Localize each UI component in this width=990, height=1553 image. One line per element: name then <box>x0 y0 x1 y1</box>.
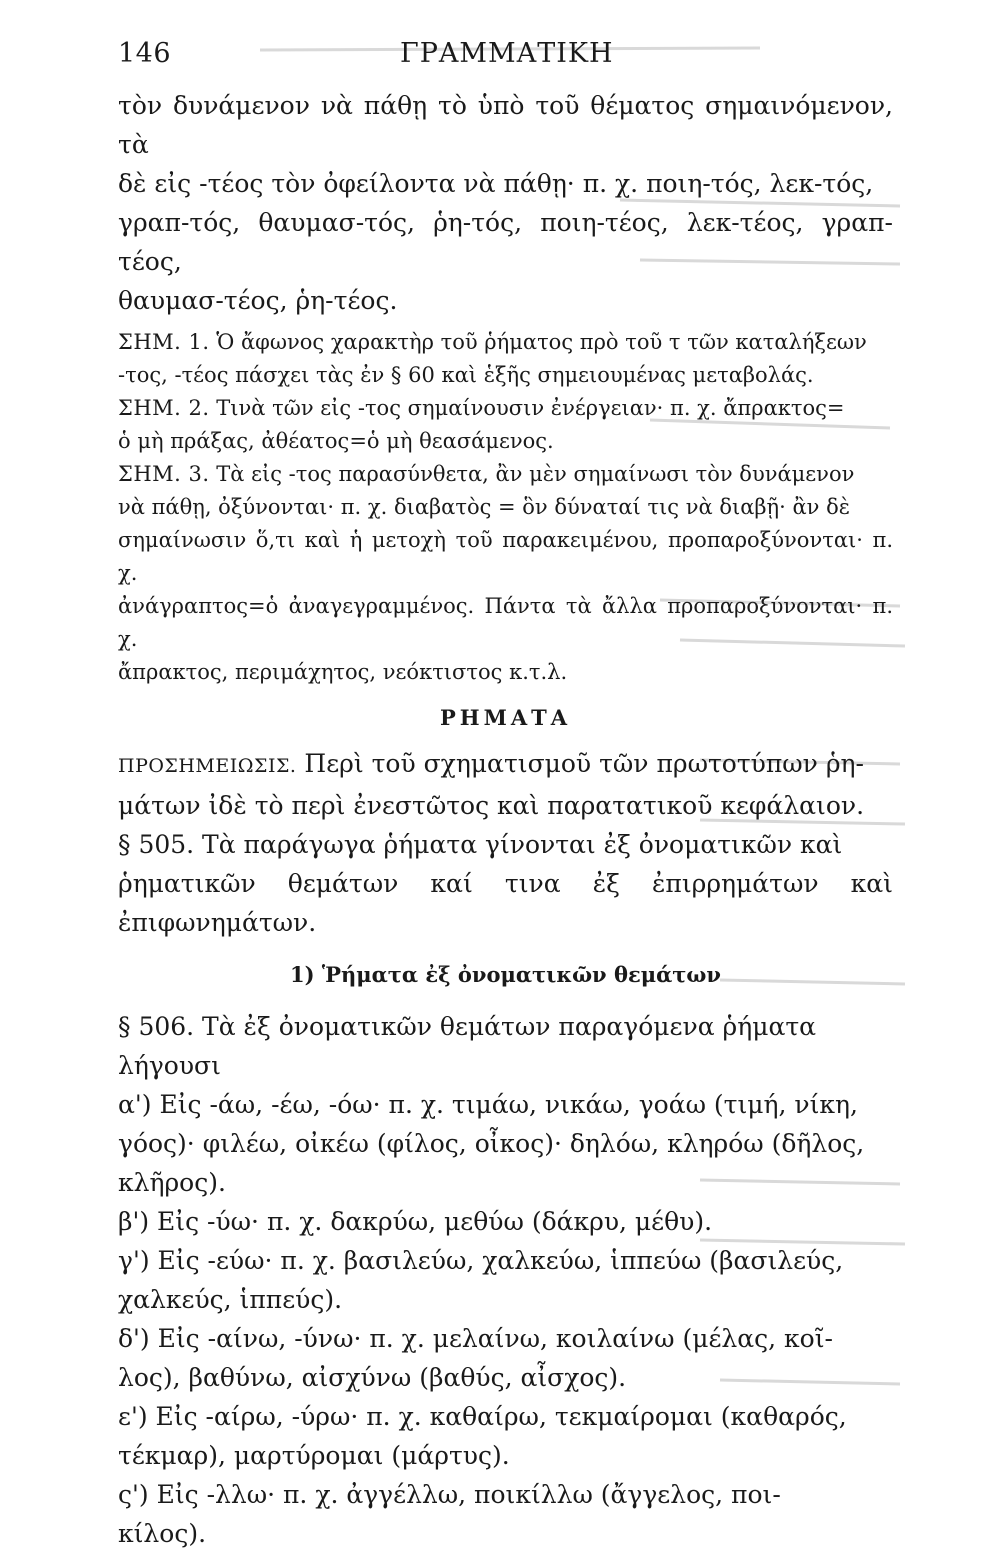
page-number: 146 <box>118 38 172 69</box>
text-line: α') Εἰς -άω, -έω, -όω· π. χ. τιμάω, νικάω, γοάω (τιμή, νίκη, <box>118 1090 858 1119</box>
note-text: Τὰ εἰς -τος παρασύνθετα, ἂν μὲν σημαίνωσι τὸν δυνάμενον <box>216 462 855 486</box>
running-title: ΓΡΑΜΜΑΤΙΚΗ <box>400 38 614 69</box>
note-label: ΣΗΜ. 3. <box>118 462 210 486</box>
text-line: δ') Εἰς -αίνω, -ύνω· π. χ. μελαίνω, κοιλαίνω (μέλας, κοῖ- <box>118 1324 833 1353</box>
subheading: 1) Ῥήματα ἐξ ὀνοματικῶν θεμάτων <box>290 962 721 987</box>
note-2 <box>118 392 893 458</box>
paragraph-505 <box>118 825 893 942</box>
paragraph-506 <box>118 1007 893 1085</box>
item-epsilon <box>118 1397 893 1475</box>
text-line: ς') Εἰς -λλω· π. χ. ἀγγέλλω, ποικίλλω (ἄγγελος, ποι- <box>118 1480 781 1509</box>
text-line: κλῆρος). <box>118 1168 226 1197</box>
text-line: β') Εἰς -ύω· π. χ. δακρύω, μεθύω (δάκρυ, μέθυ). <box>118 1207 713 1236</box>
body-text <box>118 86 893 1553</box>
note-3 <box>118 458 893 689</box>
note-line <box>118 458 893 491</box>
note-line <box>118 326 893 359</box>
section-heading: ΡΗΜΑΤΑ <box>439 705 572 730</box>
text-line: τὸν δυνάμενον νὰ πάθῃ τὸ ὑπὸ τοῦ θέματος σημαινόμενον, τὰ <box>118 91 893 159</box>
text-line: γόος)· φιλέω, οἰκέω (φίλος, οἶκος)· δηλόω, κληρόω (δῆλος, <box>118 1129 865 1158</box>
page-header <box>118 38 878 78</box>
text-line: § 505. Τὰ παράγωγα ῥήματα γίνονται ἐξ ὀνοματικῶν καὶ <box>118 830 843 859</box>
text-line: θαυμασ-τέος, ῥη-τέος. <box>118 286 398 315</box>
item-gamma <box>118 1241 893 1319</box>
text-line: κίλος). <box>118 1519 207 1548</box>
item-delta <box>118 1319 893 1397</box>
prosimeiosis-paragraph <box>118 744 893 825</box>
note-line: ἄπρακτος, περιμάχητος, νεόκτιστος κ.τ.λ. <box>118 660 568 684</box>
note-line: ἀνάγραπτος=ὁ ἀναγεγραμμένος. Πάντα τὰ ἄλλα προπαροξύνονται· π. χ. <box>118 594 893 651</box>
text-line: ε') Εἰς -αίρω, -ύρω· π. χ. καθαίρω, τεκμαίρομαι (καθαρός, <box>118 1402 847 1431</box>
text-line: δὲ εἰς -τέος τὸν ὀφείλοντα νὰ πάθῃ· π. χ. ποιη-τός, λεκ-τός, <box>118 169 874 198</box>
note-label: ΣΗΜ. 1. <box>118 330 210 354</box>
text-line: ῥηματικῶν θεμάτων καί τινα ἐξ ἐπιρρημάτων καὶ ἐπιφωνημάτων. <box>118 869 893 937</box>
note-line: -τος, -τέος πάσχει τὰς ἐν § 60 καὶ ἑξῆς σημειουμένας μεταβολάς. <box>118 363 814 387</box>
text-line: χαλκεύς, ἱππεύς). <box>118 1285 343 1314</box>
text-line: § 506. Τὰ ἐξ ὀνοματικῶν θεμάτων παραγόμενα ῥήματα <box>118 1012 817 1041</box>
text-line: γ') Εἰς -εύω· π. χ. βασιλεύω, χαλκεύω, ἱππεύω (βασιλεύς, <box>118 1246 844 1275</box>
item-stigma <box>118 1475 893 1553</box>
note-line: σημαίνωσιν ὅ,τι καὶ ἡ μετοχὴ τοῦ παρακειμένου, προπαροξύνονται· π. χ. <box>118 528 893 585</box>
intro-paragraph <box>118 86 893 320</box>
item-alpha <box>118 1085 893 1202</box>
note-line: ὁ μὴ πράξας, ἀθέατος=ὁ μὴ θεασάμενος. <box>118 429 554 453</box>
text-line: τέκμαρ), μαρτύρομαι (μάρτυς). <box>118 1441 510 1470</box>
prosimeiosis-label: ΠΡΟΣΗΜΕΙΩΣΙΣ. <box>118 755 297 777</box>
text-line: λήγουσι <box>118 1051 221 1080</box>
note-text: Τινὰ τῶν εἰς -τος σημαίνουσιν ἐνέργειαν· π. χ. ἄπρακτος= <box>216 396 845 420</box>
note-line: νὰ πάθῃ, ὀξύνονται· π. χ. διαβατὸς = ὃν δύναταί τις νὰ διαβῇ· ἂν δὲ <box>118 495 851 519</box>
text-line: λος), βαθύνω, αἰσχύνω (βαθύς, αἶσχος). <box>118 1363 627 1392</box>
note-label: ΣΗΜ. 2. <box>118 396 210 420</box>
note-text: Ὁ ἄφωνος χαρακτὴρ τοῦ ῥήματος πρὸ τοῦ τ τῶν καταλήξεων <box>216 330 867 354</box>
item-beta <box>118 1202 893 1241</box>
text-line: μάτων ἰδὲ τὸ περὶ ἐνεστῶτος καὶ παρατατικοῦ κεφάλαιον. <box>118 791 865 820</box>
text-line <box>118 744 893 786</box>
note-1 <box>118 326 893 392</box>
text-line: γραπ-τός, θαυμασ-τός, ῥη-τός, ποιη-τέος, λεκ-τέος, γραπ-τέος, <box>118 208 893 276</box>
note-line <box>118 392 893 425</box>
prosimeiosis-text: Περὶ τοῦ σχηματισμοῦ τῶν πρωτοτύπων ῥη- <box>304 749 864 778</box>
